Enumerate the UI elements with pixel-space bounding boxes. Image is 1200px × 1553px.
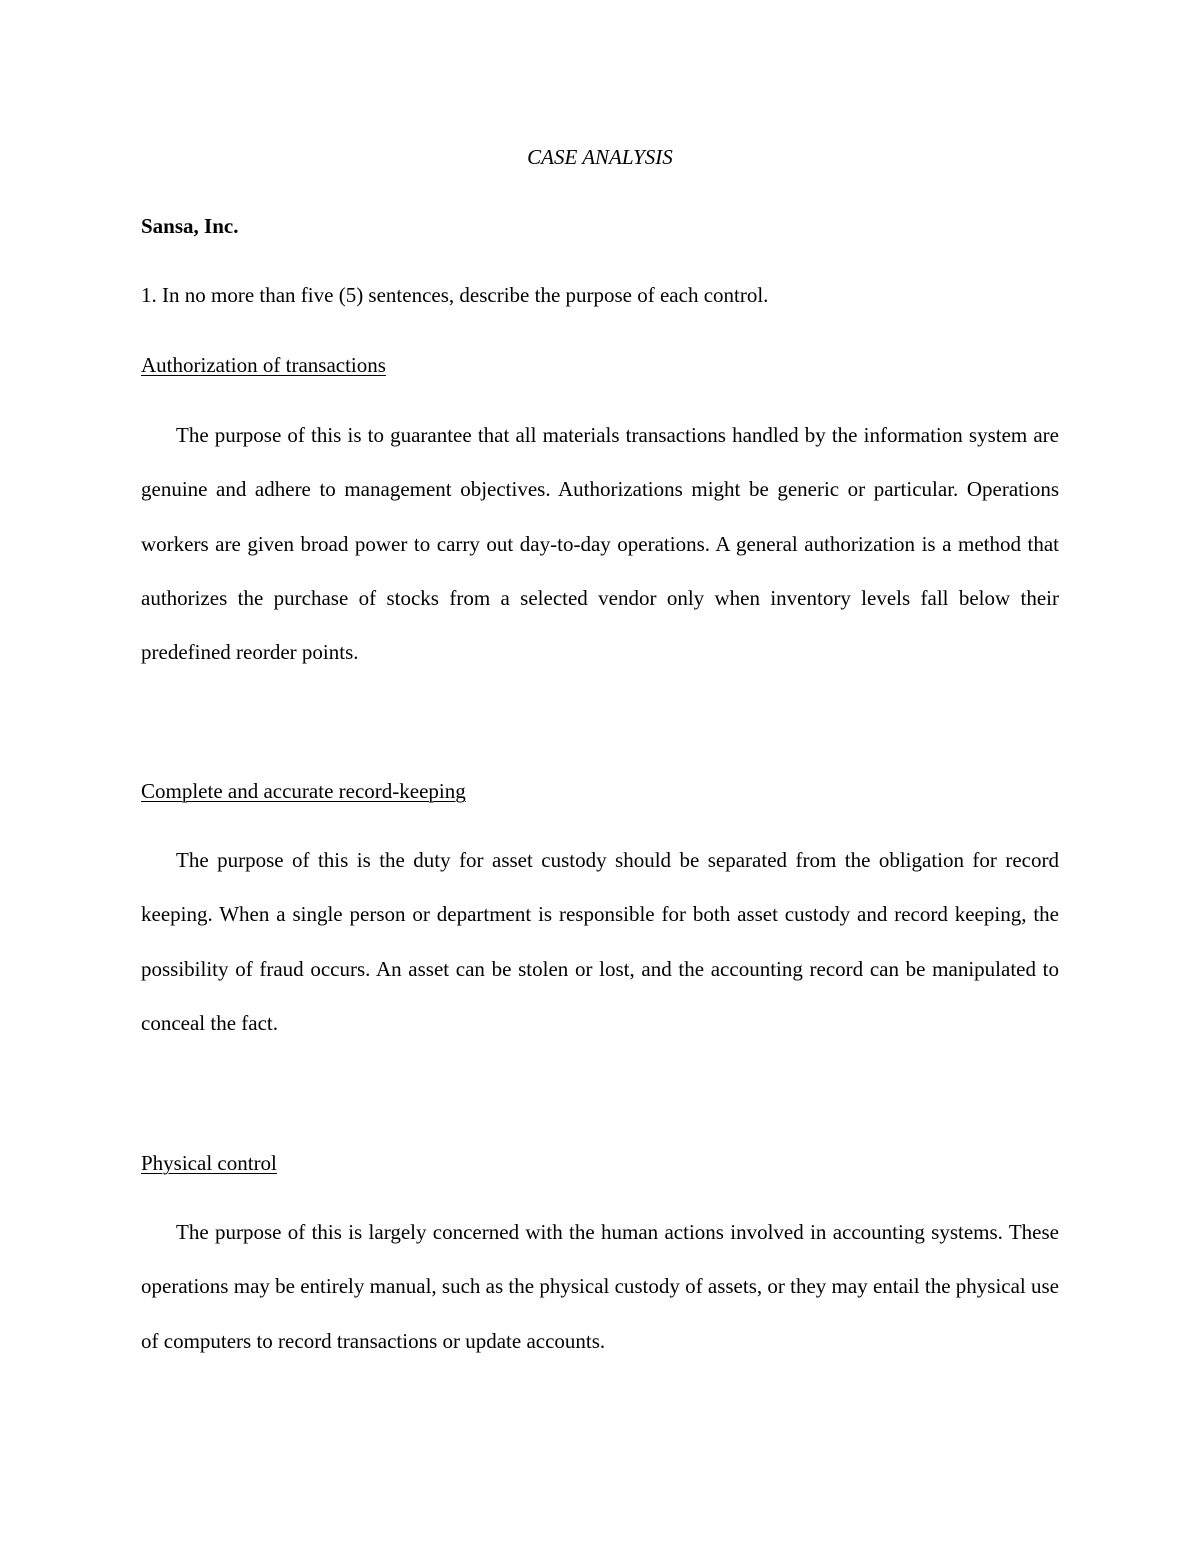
section-heading-authorization: Authorization of transactions bbox=[141, 353, 386, 377]
question-prompt: 1. In no more than five (5) sentences, describe the purpose of each control. bbox=[141, 283, 769, 307]
section-heading-physical-control: Physical control bbox=[141, 1151, 277, 1175]
section-body-physical-control: The purpose of this is largely concerned with the human actions involved in accounting systems. These operations may be entirely manual, such as the physical custody of assets, or they may entail the physical use of computers to record transactions or update accounts. bbox=[141, 1220, 1059, 1353]
document-title: CASE ANALYSIS bbox=[527, 145, 673, 169]
section-body-authorization: The purpose of this is to guarantee that all materials transactions handled by the information system are genuine and adhere to management objectives. Authorizations might be generic or particular. Operations workers are given broad power to carry out day-to-day operations. A general authorization is a method that authorizes the purchase of stocks from a selected vendor only when inventory levels fall below their predefined reorder points. bbox=[141, 423, 1059, 665]
section-heading-record-keeping: Complete and accurate record-keeping bbox=[141, 779, 466, 803]
section-body-record-keeping: The purpose of this is the duty for asset custody should be separated from the obligation for record keeping. When a single person or department is responsible for both asset custody and record keeping, the possibility of fraud occurs. An asset can be stolen or lost, and the accounting record can be manipulated to conceal the fact. bbox=[141, 848, 1059, 1035]
company-name: Sansa, Inc. bbox=[141, 214, 239, 238]
